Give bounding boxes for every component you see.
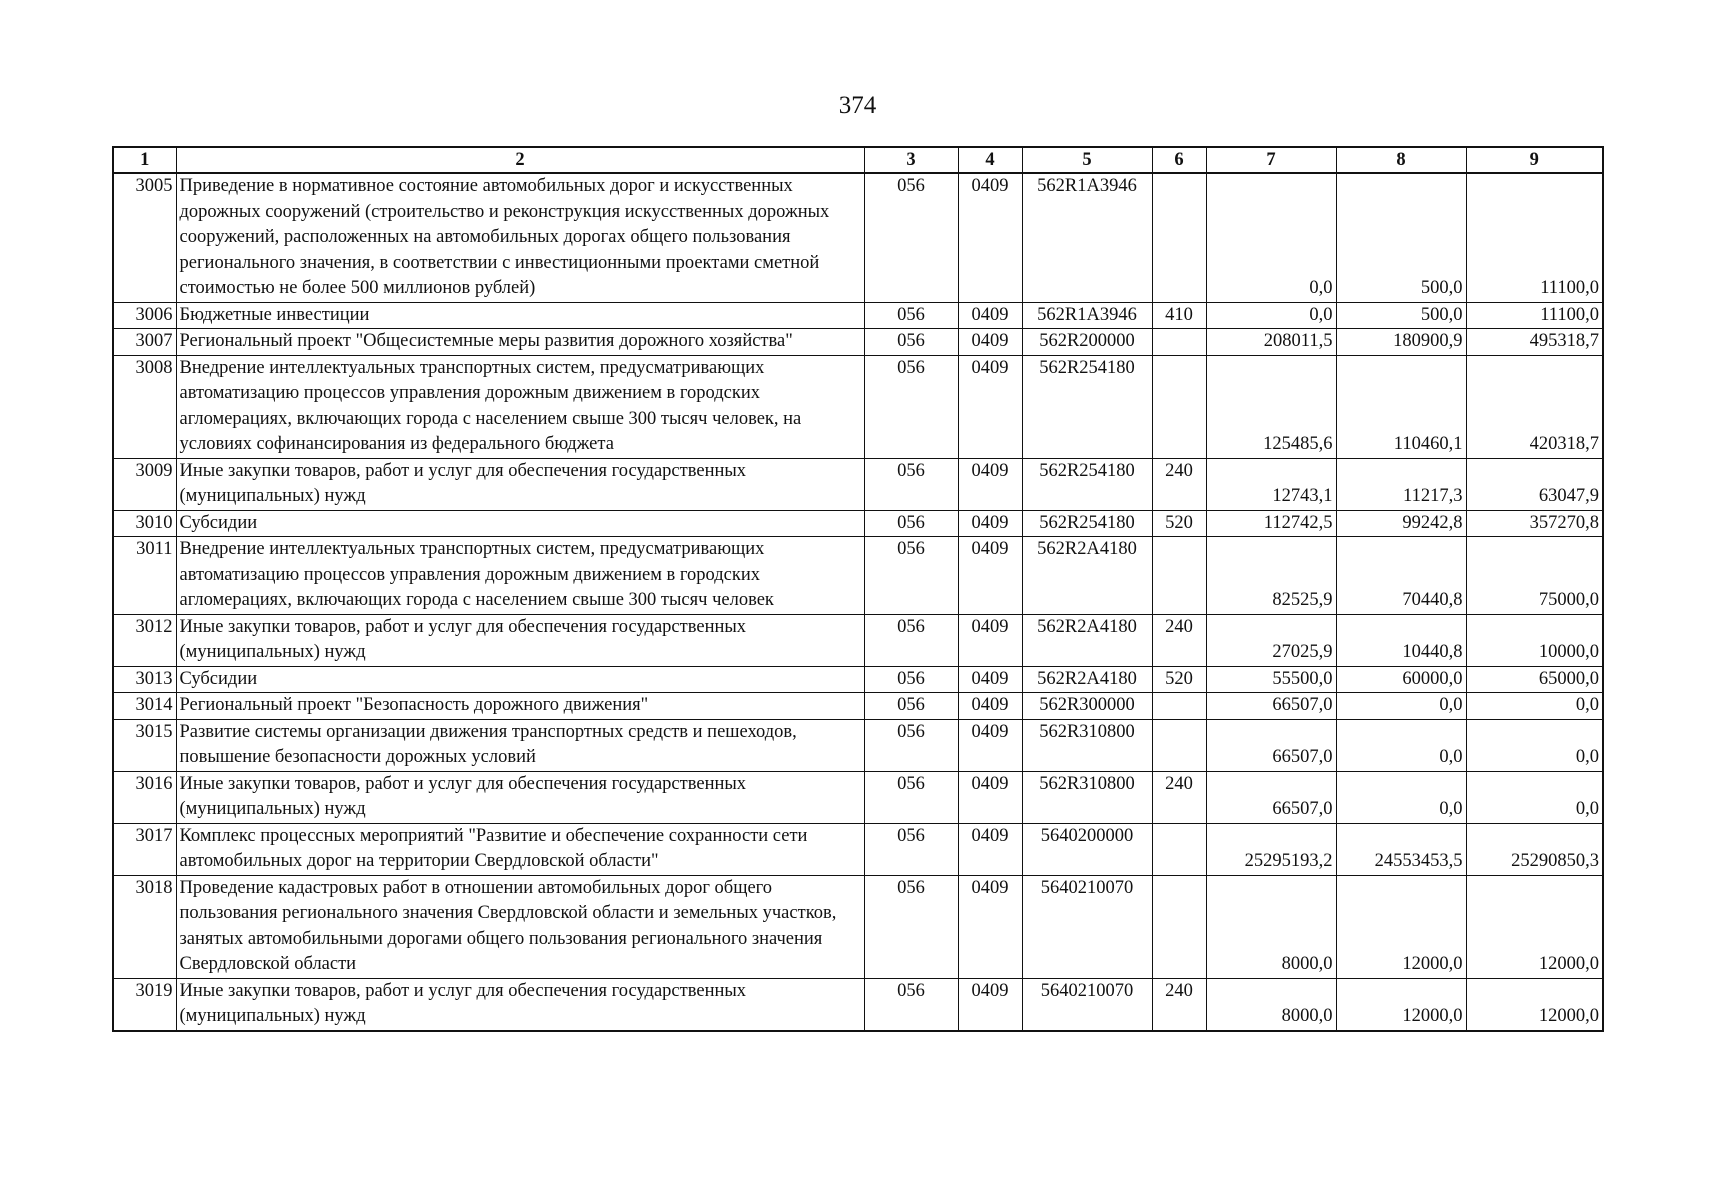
ministry-code-cell: 056 — [864, 875, 958, 978]
table-row — [113, 458, 1603, 510]
ministry-code-cell: 056 — [864, 173, 958, 302]
section-code-cell: 0409 — [958, 614, 1022, 666]
expense-type-cell — [1152, 693, 1206, 720]
section-code-cell: 0409 — [958, 458, 1022, 510]
row-number-cell: 3017 — [113, 823, 176, 875]
expense-type-cell — [1152, 537, 1206, 615]
expense-type-cell: 240 — [1152, 458, 1206, 510]
table-row — [113, 614, 1603, 666]
section-code-cell: 0409 — [958, 719, 1022, 771]
amount-cell: 208011,5 — [1206, 329, 1336, 356]
amount-cell: 110460,1 — [1336, 355, 1466, 458]
column-header: 3 — [864, 147, 958, 173]
ministry-code-cell: 056 — [864, 666, 958, 693]
column-header: 4 — [958, 147, 1022, 173]
header-row — [113, 147, 1603, 173]
target-article-cell: 562R254180 — [1022, 510, 1152, 537]
row-number-cell: 3005 — [113, 173, 176, 302]
section-code-cell: 0409 — [958, 666, 1022, 693]
table-row — [113, 329, 1603, 356]
amount-cell: 75000,0 — [1466, 537, 1603, 615]
column-header: 6 — [1152, 147, 1206, 173]
section-code-cell: 0409 — [958, 329, 1022, 356]
amount-cell: 11217,3 — [1336, 458, 1466, 510]
expense-type-cell: 410 — [1152, 302, 1206, 329]
column-header: 9 — [1466, 147, 1603, 173]
amount-cell: 66507,0 — [1206, 771, 1336, 823]
table-row — [113, 173, 1603, 302]
item-name-cell: Субсидии — [176, 666, 864, 693]
ministry-code-cell: 056 — [864, 978, 958, 1031]
expense-type-cell: 520 — [1152, 666, 1206, 693]
amount-cell: 357270,8 — [1466, 510, 1603, 537]
amount-cell: 8000,0 — [1206, 978, 1336, 1031]
ministry-code-cell: 056 — [864, 329, 958, 356]
column-header: 1 — [113, 147, 176, 173]
ministry-code-cell: 056 — [864, 823, 958, 875]
amount-cell: 65000,0 — [1466, 666, 1603, 693]
amount-cell: 8000,0 — [1206, 875, 1336, 978]
column-header: 8 — [1336, 147, 1466, 173]
ministry-code-cell: 056 — [864, 510, 958, 537]
target-article-cell: 562R1A3946 — [1022, 173, 1152, 302]
column-header: 2 — [176, 147, 864, 173]
ministry-code-cell: 056 — [864, 537, 958, 615]
row-number-cell: 3016 — [113, 771, 176, 823]
target-article-cell: 562R2A4180 — [1022, 537, 1152, 615]
ministry-code-cell: 056 — [864, 302, 958, 329]
expense-type-cell — [1152, 329, 1206, 356]
section-code-cell: 0409 — [958, 510, 1022, 537]
item-name-cell: Субсидии — [176, 510, 864, 537]
amount-cell: 11100,0 — [1466, 302, 1603, 329]
section-code-cell: 0409 — [958, 978, 1022, 1031]
target-article-cell: 562R1A3946 — [1022, 302, 1152, 329]
table-row — [113, 666, 1603, 693]
item-name-cell: Развитие системы организации движения транспортных средств и пешеходов, повышение безопасности дорожных условий — [176, 719, 864, 771]
row-number-cell: 3012 — [113, 614, 176, 666]
row-number-cell: 3013 — [113, 666, 176, 693]
item-name-cell: Приведение в нормативное состояние автомобильных дорог и искусственных дорожных сооружений (строительство и реконструкция искусственных дорожных сооружений, расположенных на автомобильных дорогах общего пользования регионального значения, в соответствии с инвестиционными проектами сметной стоимостью не более 500 миллионов рублей) — [176, 173, 864, 302]
ministry-code-cell: 056 — [864, 693, 958, 720]
item-name-cell: Региональный проект "Безопасность дорожного движения" — [176, 693, 864, 720]
item-name-cell: Внедрение интеллектуальных транспортных систем, предусматривающих автоматизацию процессов управления дорожным движением в городских агломерациях, включающих города с населением свыше 300 тысяч человек — [176, 537, 864, 615]
amount-cell: 66507,0 — [1206, 719, 1336, 771]
table-row — [113, 978, 1603, 1031]
amount-cell: 495318,7 — [1466, 329, 1603, 356]
ministry-code-cell: 056 — [864, 719, 958, 771]
table-row — [113, 302, 1603, 329]
item-name-cell: Бюджетные инвестиции — [176, 302, 864, 329]
target-article-cell: 562R200000 — [1022, 329, 1152, 356]
table-header — [113, 147, 1603, 173]
amount-cell: 0,0 — [1466, 719, 1603, 771]
target-article-cell: 562R254180 — [1022, 355, 1152, 458]
amount-cell: 27025,9 — [1206, 614, 1336, 666]
section-code-cell: 0409 — [958, 823, 1022, 875]
expense-type-cell — [1152, 719, 1206, 771]
amount-cell: 12000,0 — [1466, 875, 1603, 978]
amount-cell: 25290850,3 — [1466, 823, 1603, 875]
amount-cell: 60000,0 — [1336, 666, 1466, 693]
section-code-cell: 0409 — [958, 875, 1022, 978]
table-row — [113, 510, 1603, 537]
ministry-code-cell: 056 — [864, 614, 958, 666]
amount-cell: 500,0 — [1336, 302, 1466, 329]
section-code-cell: 0409 — [958, 771, 1022, 823]
target-article-cell: 562R2A4180 — [1022, 614, 1152, 666]
expense-type-cell: 240 — [1152, 771, 1206, 823]
row-number-cell: 3008 — [113, 355, 176, 458]
row-number-cell: 3007 — [113, 329, 176, 356]
expense-type-cell — [1152, 875, 1206, 978]
amount-cell: 0,0 — [1336, 771, 1466, 823]
section-code-cell: 0409 — [958, 302, 1022, 329]
target-article-cell: 562R254180 — [1022, 458, 1152, 510]
item-name-cell: Иные закупки товаров, работ и услуг для обеспечения государственных (муниципальных) нужд — [176, 771, 864, 823]
amount-cell: 10000,0 — [1466, 614, 1603, 666]
ministry-code-cell: 056 — [864, 458, 958, 510]
item-name-cell: Комплекс процессных мероприятий "Развитие и обеспечение сохранности сети автомобильных дорог на территории Свердловской области" — [176, 823, 864, 875]
row-number-cell: 3019 — [113, 978, 176, 1031]
budget-table — [112, 146, 1604, 1032]
table-row — [113, 771, 1603, 823]
section-code-cell: 0409 — [958, 355, 1022, 458]
amount-cell: 25295193,2 — [1206, 823, 1336, 875]
amount-cell: 0,0 — [1206, 173, 1336, 302]
table-row — [113, 719, 1603, 771]
item-name-cell: Региональный проект "Общесистемные меры развития дорожного хозяйства" — [176, 329, 864, 356]
amount-cell: 24553453,5 — [1336, 823, 1466, 875]
target-article-cell: 562R300000 — [1022, 693, 1152, 720]
item-name-cell: Иные закупки товаров, работ и услуг для обеспечения государственных (муниципальных) нужд — [176, 458, 864, 510]
row-number-cell: 3011 — [113, 537, 176, 615]
row-number-cell: 3015 — [113, 719, 176, 771]
amount-cell: 63047,9 — [1466, 458, 1603, 510]
column-header: 7 — [1206, 147, 1336, 173]
amount-cell: 66507,0 — [1206, 693, 1336, 720]
row-number-cell: 3018 — [113, 875, 176, 978]
target-article-cell: 5640200000 — [1022, 823, 1152, 875]
amount-cell: 55500,0 — [1206, 666, 1336, 693]
item-name-cell: Иные закупки товаров, работ и услуг для обеспечения государственных (муниципальных) нужд — [176, 614, 864, 666]
amount-cell: 70440,8 — [1336, 537, 1466, 615]
table-row — [113, 355, 1603, 458]
amount-cell: 125485,6 — [1206, 355, 1336, 458]
target-article-cell: 562R310800 — [1022, 719, 1152, 771]
table-row — [113, 823, 1603, 875]
row-number-cell: 3010 — [113, 510, 176, 537]
target-article-cell: 5640210070 — [1022, 978, 1152, 1031]
amount-cell: 12743,1 — [1206, 458, 1336, 510]
amount-cell: 82525,9 — [1206, 537, 1336, 615]
page-number: 374 — [838, 92, 877, 119]
table-body — [113, 173, 1603, 1031]
column-header: 5 — [1022, 147, 1152, 173]
amount-cell: 12000,0 — [1336, 875, 1466, 978]
item-name-cell: Проведение кадастровых работ в отношении автомобильных дорог общего пользования регионального значения Свердловской области и земельных участков, занятых автомобильными дорогами общего пользования регионального значения Свердловской области — [176, 875, 864, 978]
table-row — [113, 693, 1603, 720]
amount-cell: 420318,7 — [1466, 355, 1603, 458]
item-name-cell: Внедрение интеллектуальных транспортных систем, предусматривающих автоматизацию процессов управления дорожным движением в городских агломерациях, включающих города с населением свыше 300 тысяч человек, на условиях софинансирования из федерального бюджета — [176, 355, 864, 458]
target-article-cell: 562R310800 — [1022, 771, 1152, 823]
expense-type-cell: 240 — [1152, 978, 1206, 1031]
expense-type-cell: 520 — [1152, 510, 1206, 537]
expense-type-cell — [1152, 355, 1206, 458]
row-number-cell: 3009 — [113, 458, 176, 510]
section-code-cell: 0409 — [958, 537, 1022, 615]
section-code-cell: 0409 — [958, 693, 1022, 720]
row-number-cell: 3006 — [113, 302, 176, 329]
table-row — [113, 875, 1603, 978]
ministry-code-cell: 056 — [864, 355, 958, 458]
amount-cell: 10440,8 — [1336, 614, 1466, 666]
amount-cell: 112742,5 — [1206, 510, 1336, 537]
amount-cell: 12000,0 — [1466, 978, 1603, 1031]
amount-cell: 0,0 — [1206, 302, 1336, 329]
amount-cell: 180900,9 — [1336, 329, 1466, 356]
item-name-cell: Иные закупки товаров, работ и услуг для обеспечения государственных (муниципальных) нужд — [176, 978, 864, 1031]
amount-cell: 0,0 — [1466, 693, 1603, 720]
amount-cell: 0,0 — [1336, 693, 1466, 720]
row-number-cell: 3014 — [113, 693, 176, 720]
ministry-code-cell: 056 — [864, 771, 958, 823]
amount-cell: 99242,8 — [1336, 510, 1466, 537]
table-row — [113, 537, 1603, 615]
target-article-cell: 5640210070 — [1022, 875, 1152, 978]
amount-cell: 500,0 — [1336, 173, 1466, 302]
amount-cell: 12000,0 — [1336, 978, 1466, 1031]
amount-cell: 0,0 — [1466, 771, 1603, 823]
expense-type-cell: 240 — [1152, 614, 1206, 666]
expense-type-cell — [1152, 173, 1206, 302]
amount-cell: 11100,0 — [1466, 173, 1603, 302]
amount-cell: 0,0 — [1336, 719, 1466, 771]
expense-type-cell — [1152, 823, 1206, 875]
target-article-cell: 562R2A4180 — [1022, 666, 1152, 693]
section-code-cell: 0409 — [958, 173, 1022, 302]
